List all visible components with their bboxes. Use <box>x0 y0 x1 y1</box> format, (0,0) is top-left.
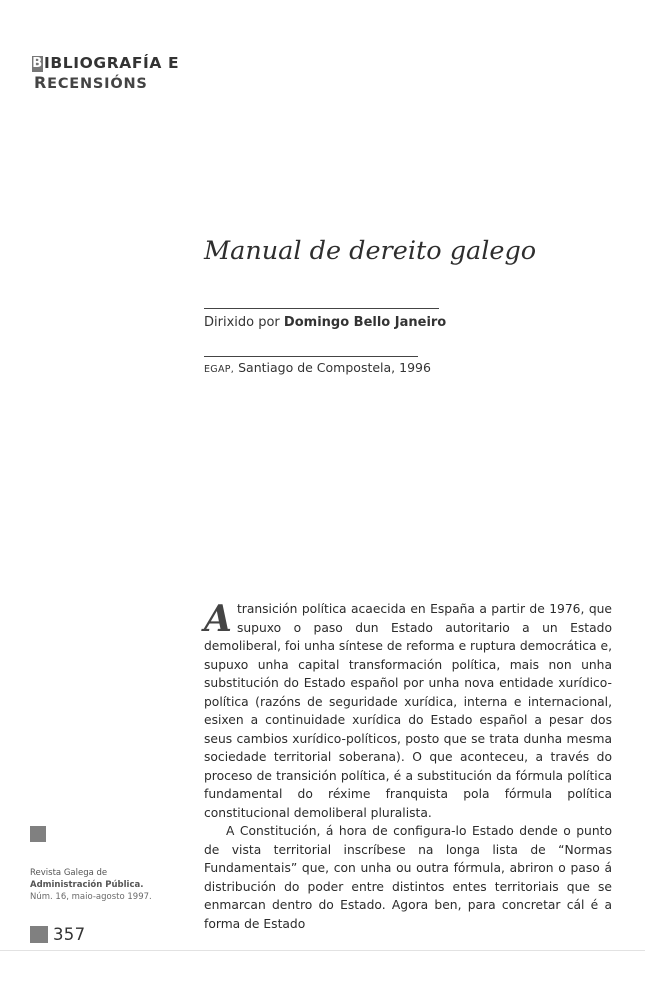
journal-name-line-1: Revista Galega de <box>30 868 108 878</box>
section-initial-box: B <box>32 55 43 71</box>
director-name: Domingo Bello Janeiro <box>283 315 447 330</box>
body-paragraph-1-text: transición política acaecida en España a partir de 1976, que supuxo o paso dun Estado autoritario a un Estado demoliberal, foi unha síntese de reforma e ruptura democrática e, supuxo unha capital transformación política, mais non unha substitución do Estado español por unha nova entidade xurídico-política (razóns de seguridade xurídica, interna e internacional, esixen a continuidade xurídica do Estado español a pesar dos seus cambios xurídico-políticos, posto que se trata dunha mesma sociedade territorial soberana). O que aconteceu, a través do proceso de transición política, é a substitución da fórmula política fundamental do réxime franquista pola fórmula política constitucional demoliberal pluralista. <box>204 602 612 820</box>
publisher-name: EGAP, <box>204 364 235 375</box>
section-header-text-1: IBLIOGRAFÍA E <box>44 54 180 72</box>
body-paragraph-1 <box>204 600 612 822</box>
section-header-line-1 <box>32 54 179 73</box>
journal-issue: Núm. 16, maio-agosto 1997. <box>30 892 152 902</box>
drop-cap: A <box>204 598 232 640</box>
book-title: Manual de dereito galego <box>204 236 537 266</box>
publisher-line <box>204 360 431 375</box>
journal-sidebar <box>30 826 152 903</box>
publication-place-year: Santiago de Compostela, 1996 <box>234 360 431 375</box>
section-header-line-2 <box>32 73 179 94</box>
body-paragraph-2: A Constitución, á hora de configura-lo Estado dende o punto de vista territorial inscríbese na longa lista de “Normas Fundamentais” que, con unha ou outra fórmula, abriron o paso á distribución do poder entre distintos entes territoriais que se enmarcan dentro do Estado. Agora ben, para concretar cál é a forma de Estado <box>204 824 612 931</box>
director-line <box>204 315 446 330</box>
title-divider <box>204 308 439 309</box>
page-number: 357 <box>53 925 86 944</box>
section-header <box>32 54 179 94</box>
page-number-block <box>30 925 85 944</box>
review-body <box>204 600 612 933</box>
section-header-text-2: ECENSIÓNS <box>47 76 148 92</box>
page-bottom-edge <box>0 950 645 951</box>
sidebar-marker <box>30 826 46 842</box>
section-header-initial-2: R <box>34 73 48 92</box>
publisher-divider <box>204 356 418 357</box>
directed-by-label: Dirixido por <box>204 315 280 330</box>
journal-name-line-2: Administración Pública. <box>30 880 144 890</box>
page-number-marker <box>30 926 48 943</box>
